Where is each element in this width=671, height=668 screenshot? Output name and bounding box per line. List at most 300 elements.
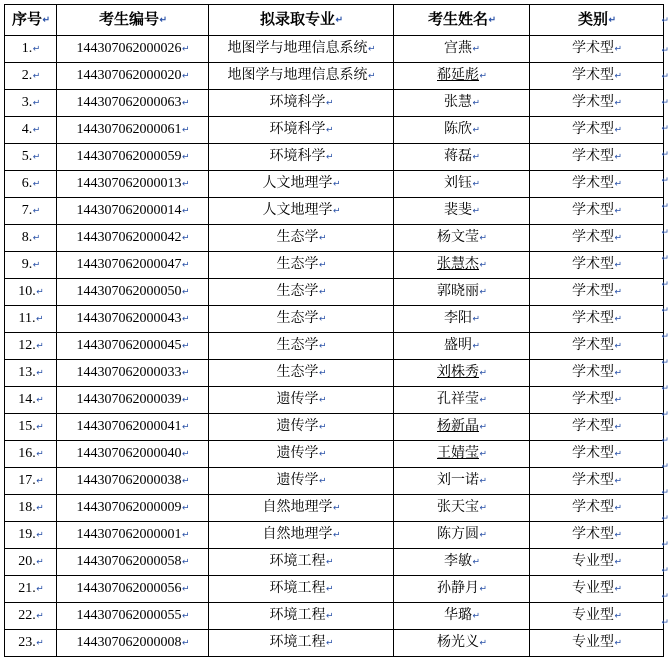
cell-name-text: 李敏 <box>444 554 472 569</box>
cell-number <box>57 414 209 441</box>
paragraph-mark-icon: ↵ <box>614 124 622 135</box>
table-row <box>5 279 664 306</box>
cell-name <box>394 171 530 198</box>
paragraph-mark-icon: ↵ <box>32 259 41 270</box>
cell-type-text: 学术型 <box>572 527 614 542</box>
paragraph-mark-icon: ↵ <box>661 409 669 419</box>
paragraph-mark-icon: ↵ <box>661 201 669 211</box>
cell-name <box>394 603 530 630</box>
cell-number-text: 144307062000063 <box>76 95 182 110</box>
paragraph-mark-icon: ↵ <box>661 565 669 575</box>
paragraph-mark-icon: ↵ <box>36 529 44 540</box>
paragraph-mark-icon: ↵ <box>325 124 334 135</box>
paragraph-mark-icon: ↵ <box>367 43 376 54</box>
cell-number <box>57 630 209 657</box>
table-row <box>5 630 664 657</box>
paragraph-mark-icon: ↵ <box>181 43 190 54</box>
paragraph-mark-icon: ↵ <box>661 357 669 367</box>
cell-name <box>394 549 530 576</box>
paragraph-mark-icon: ↵ <box>661 539 669 549</box>
cell-index <box>5 171 57 198</box>
paragraph-mark-icon: ↵ <box>614 151 622 162</box>
paragraph-mark-icon: ↵ <box>325 97 334 108</box>
cell-name-text: 张慧杰 <box>437 257 479 272</box>
paragraph-mark-icon: ↵ <box>32 151 41 162</box>
cell-name <box>394 441 530 468</box>
cell-type-text: 学术型 <box>572 284 614 299</box>
paragraph-mark-icon: ↵ <box>661 435 669 445</box>
paragraph-mark-icon: ↵ <box>318 448 327 459</box>
paragraph-mark-icon: ↵ <box>614 259 622 270</box>
cell-index <box>5 333 57 360</box>
cell-number <box>57 576 209 603</box>
cell-name-text: 蒋磊 <box>444 149 472 164</box>
cell-major-text: 遗传学 <box>276 446 319 461</box>
paragraph-mark-icon: ↵ <box>472 610 480 621</box>
paragraph-mark-icon: ↵ <box>335 14 343 25</box>
cell-type <box>530 90 664 117</box>
cell-type <box>530 279 664 306</box>
cell-major-text: 环境科学 <box>269 149 326 164</box>
paragraph-mark-icon: ↵ <box>479 259 487 270</box>
paragraph-mark-icon: ↵ <box>332 178 341 189</box>
paragraph-mark-icon: ↵ <box>32 97 41 108</box>
paragraph-mark-icon: ↵ <box>661 305 669 315</box>
admission-roster-table <box>4 4 664 657</box>
paragraph-mark-icon: ↵ <box>325 556 334 567</box>
cell-number-text: 144307062000043 <box>76 311 182 326</box>
paragraph-mark-icon: ↵ <box>614 637 622 648</box>
paragraph-mark-icon: ↵ <box>181 313 190 324</box>
cell-name-text: 张天宝 <box>437 500 479 515</box>
cell-type-text: 学术型 <box>572 149 614 164</box>
paragraph-mark-icon: ↵ <box>472 178 480 189</box>
cell-type <box>530 387 664 414</box>
paragraph-mark-icon: ↵ <box>661 227 669 237</box>
cell-type <box>530 144 664 171</box>
paragraph-mark-icon: ↵ <box>614 610 622 621</box>
cell-major <box>209 360 394 387</box>
paragraph-mark-icon: ↵ <box>479 475 487 486</box>
paragraph-mark-icon: ↵ <box>661 253 669 263</box>
cell-major-text: 环境科学 <box>269 95 326 110</box>
paragraph-mark-icon: ↵ <box>318 340 327 351</box>
paragraph-mark-icon: ↵ <box>479 421 487 432</box>
paragraph-mark-icon: ↵ <box>36 367 44 378</box>
paragraph-mark-icon: ↵ <box>614 367 622 378</box>
cell-major <box>209 441 394 468</box>
cell-index-text: 21. <box>18 581 36 596</box>
cell-type <box>530 360 664 387</box>
cell-type-text: 学术型 <box>572 311 614 326</box>
table-body <box>5 36 664 657</box>
cell-name-text: 裴斐 <box>444 203 472 218</box>
cell-major-text: 遗传学 <box>276 419 319 434</box>
cell-number <box>57 144 209 171</box>
cell-major <box>209 63 394 90</box>
table-row <box>5 117 664 144</box>
paragraph-mark-icon: ↵ <box>661 15 669 25</box>
paragraph-mark-icon: ↵ <box>614 421 622 432</box>
cell-type <box>530 468 664 495</box>
paragraph-mark-icon: ↵ <box>614 43 622 54</box>
cell-major <box>209 306 394 333</box>
cell-number <box>57 603 209 630</box>
cell-major-text: 自然地理学 <box>262 500 333 515</box>
paragraph-mark-icon: ↵ <box>472 205 480 216</box>
cell-major-text: 环境科学 <box>269 122 326 137</box>
cell-index-text: 16. <box>18 446 36 461</box>
cell-index <box>5 387 57 414</box>
cell-index <box>5 630 57 657</box>
cell-name <box>394 495 530 522</box>
cell-number <box>57 63 209 90</box>
cell-name-text: 孔祥莹 <box>437 392 479 407</box>
cell-name-text: 宫燕 <box>444 41 472 56</box>
paragraph-mark-icon: ↵ <box>181 97 190 108</box>
paragraph-mark-icon: ↵ <box>479 394 487 405</box>
paragraph-mark-icon: ↵ <box>36 637 44 648</box>
cell-major <box>209 36 394 63</box>
cell-index <box>5 90 57 117</box>
cell-type-text: 学术型 <box>572 230 614 245</box>
paragraph-mark-icon: ↵ <box>479 583 487 594</box>
cell-major-text: 地图学与地理信息系统 <box>227 68 368 83</box>
paragraph-mark-icon: ↵ <box>318 232 327 243</box>
paragraph-mark-icon: ↵ <box>661 149 669 159</box>
cell-major-text: 生态学 <box>276 338 319 353</box>
cell-index-text: 18. <box>18 500 36 515</box>
cell-major <box>209 198 394 225</box>
cell-type-text: 学术型 <box>572 473 614 488</box>
table-header <box>5 5 664 36</box>
paragraph-mark-icon: ↵ <box>614 313 622 324</box>
paragraph-mark-icon: ↵ <box>614 448 622 459</box>
paragraph-mark-icon: ↵ <box>42 14 50 25</box>
paragraph-mark-icon: ↵ <box>614 556 622 567</box>
table-row <box>5 171 664 198</box>
cell-number <box>57 225 209 252</box>
cell-index <box>5 225 57 252</box>
table-row <box>5 603 664 630</box>
cell-number-text: 144307062000039 <box>76 392 182 407</box>
cell-index-text: 23. <box>18 635 36 650</box>
paragraph-mark-icon: ↵ <box>159 14 167 25</box>
cell-number-text: 144307062000061 <box>76 122 182 137</box>
cell-major <box>209 468 394 495</box>
cell-major-text: 人文地理学 <box>262 203 333 218</box>
cell-index-text: 4. <box>21 122 33 137</box>
table-row <box>5 333 664 360</box>
paragraph-mark-icon: ↵ <box>661 71 669 81</box>
cell-major-text: 生态学 <box>276 365 319 380</box>
cell-major-text: 环境工程 <box>269 608 326 623</box>
paragraph-mark-icon: ↵ <box>36 394 44 405</box>
cell-index <box>5 360 57 387</box>
cell-index <box>5 576 57 603</box>
cell-major <box>209 90 394 117</box>
cell-major-text: 人文地理学 <box>262 176 333 191</box>
table-row <box>5 225 664 252</box>
cell-index-text: 2. <box>21 68 33 83</box>
table-row <box>5 549 664 576</box>
paragraph-mark-icon: ↵ <box>608 14 616 25</box>
paragraph-mark-icon: ↵ <box>614 475 622 486</box>
table-header-row <box>5 5 664 36</box>
cell-number <box>57 441 209 468</box>
paragraph-mark-icon: ↵ <box>479 448 487 459</box>
cell-name-text: 陈方圆 <box>437 527 479 542</box>
cell-type-text: 专业型 <box>572 635 614 650</box>
cell-major <box>209 225 394 252</box>
cell-type <box>530 576 664 603</box>
paragraph-mark-icon: ↵ <box>332 529 341 540</box>
cell-index-text: 20. <box>18 554 36 569</box>
column-header-name: 考生姓名 ↵ <box>394 5 530 36</box>
paragraph-mark-icon: ↵ <box>614 502 622 513</box>
table-row <box>5 522 664 549</box>
cell-major <box>209 117 394 144</box>
paragraph-mark-icon: ↵ <box>35 313 44 324</box>
cell-index <box>5 36 57 63</box>
cell-index-text: 15. <box>18 419 36 434</box>
table-row <box>5 576 664 603</box>
cell-name <box>394 117 530 144</box>
cell-number <box>57 198 209 225</box>
cell-number <box>57 549 209 576</box>
cell-index-text: 1. <box>21 41 33 56</box>
cell-name <box>394 576 530 603</box>
cell-type-text: 学术型 <box>572 41 614 56</box>
cell-number-text: 144307062000001 <box>76 527 182 542</box>
cell-type-text: 学术型 <box>572 95 614 110</box>
cell-number-text: 144307062000055 <box>76 608 182 623</box>
cell-name <box>394 225 530 252</box>
cell-type <box>530 549 664 576</box>
paragraph-mark-icon: ↵ <box>661 383 669 393</box>
cell-number-text: 144307062000059 <box>76 149 182 164</box>
paragraph-mark-icon: ↵ <box>332 205 341 216</box>
paragraph-mark-icon: ↵ <box>318 286 327 297</box>
paragraph-mark-icon: ↵ <box>318 259 327 270</box>
cell-major-text: 环境工程 <box>269 554 326 569</box>
cell-name <box>394 279 530 306</box>
paragraph-mark-icon: ↵ <box>614 97 622 108</box>
cell-type-text: 学术型 <box>572 176 614 191</box>
cell-number-text: 144307062000026 <box>76 41 182 56</box>
cell-major-text: 环境工程 <box>269 635 326 650</box>
cell-number-text: 144307062000038 <box>76 473 182 488</box>
cell-number-text: 144307062000009 <box>76 500 182 515</box>
cell-major <box>209 522 394 549</box>
cell-number <box>57 117 209 144</box>
paragraph-mark-icon: ↵ <box>36 556 44 567</box>
cell-type-text: 学术型 <box>572 392 614 407</box>
cell-number-text: 144307062000056 <box>76 581 182 596</box>
cell-number-text: 144307062000014 <box>76 203 182 218</box>
margin-paragraph-marks <box>660 4 670 668</box>
cell-number-text: 144307062000033 <box>76 365 182 380</box>
cell-index-text: 9. <box>21 257 33 272</box>
table-row <box>5 306 664 333</box>
cell-number <box>57 306 209 333</box>
cell-index-text: 12. <box>18 338 36 353</box>
paragraph-mark-icon: ↵ <box>181 340 190 351</box>
paragraph-mark-icon: ↵ <box>325 637 334 648</box>
paragraph-mark-icon: ↵ <box>36 610 44 621</box>
cell-index <box>5 441 57 468</box>
cell-number <box>57 522 209 549</box>
table-row <box>5 252 664 279</box>
paragraph-mark-icon: ↵ <box>325 583 334 594</box>
table-row <box>5 387 664 414</box>
cell-type-text: 学术型 <box>572 257 614 272</box>
paragraph-mark-icon: ↵ <box>32 178 41 189</box>
paragraph-mark-icon: ↵ <box>36 421 44 432</box>
column-header-number: 考生编号 ↵ <box>57 5 209 36</box>
cell-type <box>530 252 664 279</box>
cell-name-text: 华璐 <box>444 608 472 623</box>
paragraph-mark-icon: ↵ <box>472 124 480 135</box>
cell-major <box>209 549 394 576</box>
document-page <box>0 4 671 668</box>
paragraph-mark-icon: ↵ <box>325 151 334 162</box>
table-row <box>5 90 664 117</box>
paragraph-mark-icon: ↵ <box>181 70 190 81</box>
cell-name-text: 杨新晶 <box>437 419 479 434</box>
paragraph-mark-icon: ↵ <box>36 340 44 351</box>
paragraph-mark-icon: ↵ <box>36 475 44 486</box>
cell-name <box>394 333 530 360</box>
cell-index <box>5 468 57 495</box>
paragraph-mark-icon: ↵ <box>661 591 669 601</box>
paragraph-mark-icon: ↵ <box>325 610 334 621</box>
cell-index <box>5 117 57 144</box>
table-row <box>5 144 664 171</box>
cell-name <box>394 306 530 333</box>
cell-type <box>530 171 664 198</box>
cell-name <box>394 144 530 171</box>
cell-major-text: 环境工程 <box>269 581 326 596</box>
paragraph-mark-icon: ↵ <box>181 529 190 540</box>
column-header-major: 拟录取专业 ↵ <box>209 5 394 36</box>
paragraph-mark-icon: ↵ <box>479 286 487 297</box>
cell-type-text: 专业型 <box>572 581 614 596</box>
cell-number-text: 144307062000020 <box>76 68 182 83</box>
cell-major <box>209 414 394 441</box>
paragraph-mark-icon: ↵ <box>181 124 190 135</box>
cell-name-text: 杨文莹 <box>437 230 479 245</box>
paragraph-mark-icon: ↵ <box>479 70 487 81</box>
cell-index-text: 13. <box>18 365 36 380</box>
cell-type-text: 学术型 <box>572 446 614 461</box>
cell-number-text: 144307062000008 <box>76 635 182 650</box>
cell-major-text: 生态学 <box>276 230 319 245</box>
paragraph-mark-icon: ↵ <box>472 97 480 108</box>
cell-number <box>57 90 209 117</box>
cell-index-text: 3. <box>21 95 33 110</box>
paragraph-mark-icon: ↵ <box>488 14 496 25</box>
cell-number <box>57 333 209 360</box>
paragraph-mark-icon: ↵ <box>181 205 190 216</box>
cell-number <box>57 252 209 279</box>
table-row <box>5 414 664 441</box>
cell-index-text: 6. <box>21 176 33 191</box>
paragraph-mark-icon: ↵ <box>318 367 327 378</box>
cell-number-text: 144307062000058 <box>76 554 182 569</box>
paragraph-mark-icon: ↵ <box>181 178 190 189</box>
paragraph-mark-icon: ↵ <box>661 279 669 289</box>
cell-name <box>394 630 530 657</box>
paragraph-mark-icon: ↵ <box>32 70 41 81</box>
cell-major <box>209 333 394 360</box>
cell-name-text: 陈欣 <box>444 122 472 137</box>
cell-index <box>5 549 57 576</box>
paragraph-mark-icon: ↵ <box>479 367 487 378</box>
cell-number <box>57 171 209 198</box>
cell-number-text: 144307062000047 <box>76 257 182 272</box>
paragraph-mark-icon: ↵ <box>614 340 622 351</box>
cell-major <box>209 630 394 657</box>
cell-number <box>57 360 209 387</box>
paragraph-mark-icon: ↵ <box>181 286 190 297</box>
cell-number-text: 144307062000050 <box>76 284 182 299</box>
cell-number <box>57 279 209 306</box>
cell-index-text: 11. <box>18 311 36 326</box>
cell-major-text: 地图学与地理信息系统 <box>227 41 368 56</box>
cell-type <box>530 117 664 144</box>
paragraph-mark-icon: ↵ <box>614 70 622 81</box>
cell-type <box>530 63 664 90</box>
paragraph-mark-icon: ↵ <box>181 556 190 567</box>
cell-major-text: 生态学 <box>276 311 319 326</box>
paragraph-mark-icon: ↵ <box>661 617 669 627</box>
paragraph-mark-icon: ↵ <box>32 232 41 243</box>
cell-type <box>530 630 664 657</box>
cell-name <box>394 36 530 63</box>
cell-type-text: 学术型 <box>572 500 614 515</box>
paragraph-mark-icon: ↵ <box>479 502 487 513</box>
cell-type-text: 专业型 <box>572 608 614 623</box>
cell-number-text: 144307062000041 <box>76 419 182 434</box>
paragraph-mark-icon: ↵ <box>32 205 41 216</box>
cell-index-text: 8. <box>21 230 33 245</box>
paragraph-mark-icon: ↵ <box>36 502 44 513</box>
cell-name-text: 张慧 <box>444 95 472 110</box>
cell-major <box>209 576 394 603</box>
cell-major <box>209 603 394 630</box>
paragraph-mark-icon: ↵ <box>614 178 622 189</box>
paragraph-mark-icon: ↵ <box>181 394 190 405</box>
paragraph-mark-icon: ↵ <box>479 529 487 540</box>
cell-type <box>530 522 664 549</box>
paragraph-mark-icon: ↵ <box>32 124 41 135</box>
cell-major-text: 生态学 <box>276 284 319 299</box>
paragraph-mark-icon: ↵ <box>661 513 669 523</box>
cell-type <box>530 333 664 360</box>
cell-type <box>530 414 664 441</box>
cell-number-text: 144307062000045 <box>76 338 182 353</box>
paragraph-mark-icon: ↵ <box>36 583 44 594</box>
cell-name-text: 刘钰 <box>444 176 472 191</box>
cell-name-text: 王婧莹 <box>437 446 479 461</box>
paragraph-mark-icon: ↵ <box>614 583 622 594</box>
cell-name <box>394 522 530 549</box>
cell-index <box>5 279 57 306</box>
cell-type <box>530 198 664 225</box>
cell-type-text: 学术型 <box>572 419 614 434</box>
paragraph-mark-icon: ↵ <box>661 331 669 341</box>
